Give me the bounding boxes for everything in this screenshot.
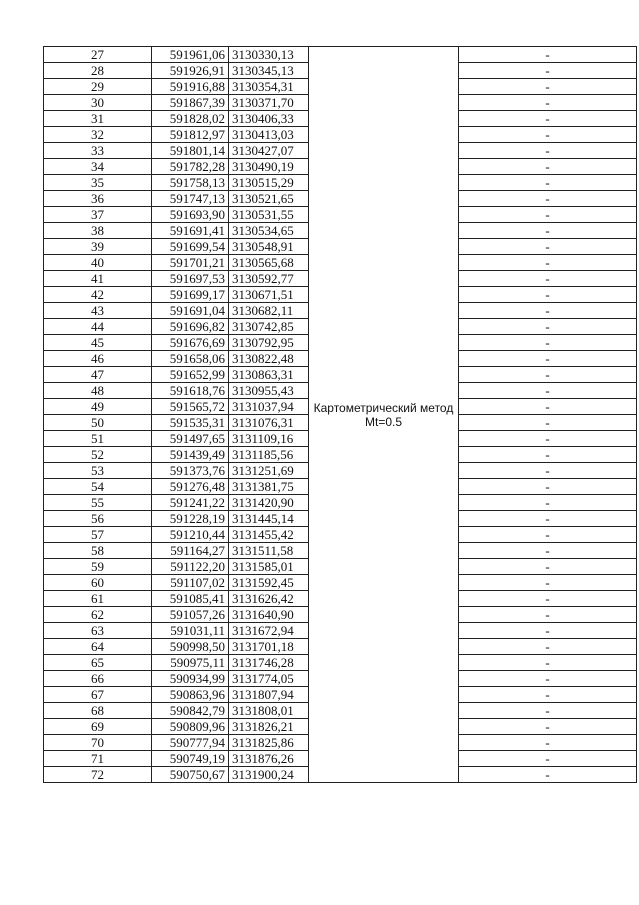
value-cell: - (459, 255, 637, 271)
point-number-cell: 52 (44, 447, 152, 463)
y-coordinate-cell: 3131701,18 (229, 639, 309, 655)
value-cell: - (459, 143, 637, 159)
point-number-cell: 33 (44, 143, 152, 159)
point-number-cell: 58 (44, 543, 152, 559)
x-coordinate-cell: 590934,99 (152, 671, 229, 687)
y-coordinate-cell: 3130534,65 (229, 223, 309, 239)
point-number-cell: 46 (44, 351, 152, 367)
point-number-cell: 41 (44, 271, 152, 287)
value-cell: - (459, 415, 637, 431)
y-coordinate-cell: 3130330,13 (229, 47, 309, 63)
point-number-cell: 38 (44, 223, 152, 239)
y-coordinate-cell: 3131807,94 (229, 687, 309, 703)
value-cell: - (459, 719, 637, 735)
x-coordinate-cell: 590998,50 (152, 639, 229, 655)
x-coordinate-cell: 591085,41 (152, 591, 229, 607)
y-coordinate-cell: 3130531,55 (229, 207, 309, 223)
x-coordinate-cell: 591535,31 (152, 415, 229, 431)
x-coordinate-cell: 591812,97 (152, 127, 229, 143)
value-cell: - (459, 319, 637, 335)
value-cell: - (459, 671, 637, 687)
x-coordinate-cell: 591916,88 (152, 79, 229, 95)
point-number-cell: 47 (44, 367, 152, 383)
x-coordinate-cell: 591961,06 (152, 47, 229, 63)
value-cell: - (459, 287, 637, 303)
point-number-cell: 60 (44, 575, 152, 591)
point-number-cell: 56 (44, 511, 152, 527)
point-number-cell: 55 (44, 495, 152, 511)
x-coordinate-cell: 591439,49 (152, 447, 229, 463)
x-coordinate-cell: 590842,79 (152, 703, 229, 719)
x-coordinate-cell: 591618,76 (152, 383, 229, 399)
value-cell: - (459, 191, 637, 207)
y-coordinate-cell: 3131626,42 (229, 591, 309, 607)
value-cell: - (459, 479, 637, 495)
y-coordinate-cell: 3131381,75 (229, 479, 309, 495)
value-cell: - (459, 655, 637, 671)
y-coordinate-cell: 3130413,03 (229, 127, 309, 143)
point-number-cell: 53 (44, 463, 152, 479)
y-coordinate-cell: 3131672,94 (229, 623, 309, 639)
point-number-cell: 68 (44, 703, 152, 719)
y-coordinate-cell: 3131585,01 (229, 559, 309, 575)
x-coordinate-cell: 591782,28 (152, 159, 229, 175)
value-cell: - (459, 639, 637, 655)
y-coordinate-cell: 3131826,21 (229, 719, 309, 735)
point-number-cell: 50 (44, 415, 152, 431)
value-cell: - (459, 303, 637, 319)
point-number-cell: 35 (44, 175, 152, 191)
point-number-cell: 44 (44, 319, 152, 335)
point-number-cell: 63 (44, 623, 152, 639)
y-coordinate-cell: 3130406,33 (229, 111, 309, 127)
y-coordinate-cell: 3131455,42 (229, 527, 309, 543)
point-number-cell: 27 (44, 47, 152, 63)
x-coordinate-cell: 591210,44 (152, 527, 229, 543)
value-cell: - (459, 175, 637, 191)
value-cell: - (459, 127, 637, 143)
value-cell: - (459, 367, 637, 383)
y-coordinate-cell: 3131511,58 (229, 543, 309, 559)
y-coordinate-cell: 3131825,86 (229, 735, 309, 751)
y-coordinate-cell: 3130682,11 (229, 303, 309, 319)
point-number-cell: 31 (44, 111, 152, 127)
y-coordinate-cell: 3130565,68 (229, 255, 309, 271)
x-coordinate-cell: 591699,54 (152, 239, 229, 255)
x-coordinate-cell: 591057,26 (152, 607, 229, 623)
x-coordinate-cell: 591693,90 (152, 207, 229, 223)
x-coordinate-cell: 591373,76 (152, 463, 229, 479)
y-coordinate-cell: 3131774,05 (229, 671, 309, 687)
x-coordinate-cell: 591691,41 (152, 223, 229, 239)
value-cell: - (459, 495, 637, 511)
point-number-cell: 48 (44, 383, 152, 399)
value-cell: - (459, 607, 637, 623)
point-number-cell: 37 (44, 207, 152, 223)
x-coordinate-cell: 591228,19 (152, 511, 229, 527)
x-coordinate-cell: 591565,72 (152, 399, 229, 415)
x-coordinate-cell: 591758,13 (152, 175, 229, 191)
y-coordinate-cell: 3130955,43 (229, 383, 309, 399)
point-number-cell: 32 (44, 127, 152, 143)
y-coordinate-cell: 3131592,45 (229, 575, 309, 591)
value-cell: - (459, 207, 637, 223)
y-coordinate-cell: 3130345,13 (229, 63, 309, 79)
x-coordinate-cell: 591107,02 (152, 575, 229, 591)
point-number-cell: 51 (44, 431, 152, 447)
table-body (44, 47, 637, 783)
value-cell: - (459, 527, 637, 543)
point-number-cell: 64 (44, 639, 152, 655)
y-coordinate-cell: 3130671,51 (229, 287, 309, 303)
y-coordinate-cell: 3131076,31 (229, 415, 309, 431)
point-number-cell: 54 (44, 479, 152, 495)
value-cell: - (459, 543, 637, 559)
value-cell: - (459, 111, 637, 127)
x-coordinate-cell: 591697,53 (152, 271, 229, 287)
x-coordinate-cell: 591696,82 (152, 319, 229, 335)
value-cell: - (459, 575, 637, 591)
point-number-cell: 36 (44, 191, 152, 207)
y-coordinate-cell: 3130792,95 (229, 335, 309, 351)
y-coordinate-cell: 3130427,07 (229, 143, 309, 159)
y-coordinate-cell: 3130863,31 (229, 367, 309, 383)
y-coordinate-cell: 3131808,01 (229, 703, 309, 719)
x-coordinate-cell: 590749,19 (152, 751, 229, 767)
y-coordinate-cell: 3131420,90 (229, 495, 309, 511)
x-coordinate-cell: 591031,11 (152, 623, 229, 639)
point-number-cell: 66 (44, 671, 152, 687)
y-coordinate-cell: 3130521,65 (229, 191, 309, 207)
point-number-cell: 40 (44, 255, 152, 271)
y-coordinate-cell: 3131900,24 (229, 767, 309, 783)
value-cell: - (459, 159, 637, 175)
table-row (44, 47, 637, 63)
x-coordinate-cell: 591926,91 (152, 63, 229, 79)
y-coordinate-cell: 3130371,70 (229, 95, 309, 111)
y-coordinate-cell: 3130548,91 (229, 239, 309, 255)
point-number-cell: 42 (44, 287, 152, 303)
y-coordinate-cell: 3131109,16 (229, 431, 309, 447)
x-coordinate-cell: 591828,02 (152, 111, 229, 127)
x-coordinate-cell: 591691,04 (152, 303, 229, 319)
point-number-cell: 67 (44, 687, 152, 703)
point-number-cell: 43 (44, 303, 152, 319)
coordinates-table (43, 46, 637, 783)
point-number-cell: 70 (44, 735, 152, 751)
value-cell: - (459, 335, 637, 351)
y-coordinate-cell: 3131640,90 (229, 607, 309, 623)
x-coordinate-cell: 590750,67 (152, 767, 229, 783)
value-cell: - (459, 239, 637, 255)
point-number-cell: 29 (44, 79, 152, 95)
value-cell: - (459, 623, 637, 639)
value-cell: - (459, 271, 637, 287)
value-cell: - (459, 447, 637, 463)
point-number-cell: 39 (44, 239, 152, 255)
y-coordinate-cell: 3131445,14 (229, 511, 309, 527)
x-coordinate-cell: 591747,13 (152, 191, 229, 207)
point-number-cell: 28 (44, 63, 152, 79)
value-cell: - (459, 511, 637, 527)
x-coordinate-cell: 591164,27 (152, 543, 229, 559)
value-cell: - (459, 399, 637, 415)
method-cell: Картометрический метод Mt=0.5 (309, 47, 459, 783)
x-coordinate-cell: 591122,20 (152, 559, 229, 575)
y-coordinate-cell: 3130515,29 (229, 175, 309, 191)
value-cell: - (459, 751, 637, 767)
point-number-cell: 34 (44, 159, 152, 175)
x-coordinate-cell: 591699,17 (152, 287, 229, 303)
point-number-cell: 71 (44, 751, 152, 767)
x-coordinate-cell: 591676,69 (152, 335, 229, 351)
value-cell: - (459, 95, 637, 111)
point-number-cell: 65 (44, 655, 152, 671)
x-coordinate-cell: 591241,22 (152, 495, 229, 511)
x-coordinate-cell: 590777,94 (152, 735, 229, 751)
value-cell: - (459, 735, 637, 751)
value-cell: - (459, 47, 637, 63)
value-cell: - (459, 351, 637, 367)
y-coordinate-cell: 3131876,26 (229, 751, 309, 767)
value-cell: - (459, 767, 637, 783)
x-coordinate-cell: 590975,11 (152, 655, 229, 671)
y-coordinate-cell: 3131251,69 (229, 463, 309, 479)
x-coordinate-cell: 591497,65 (152, 431, 229, 447)
value-cell: - (459, 559, 637, 575)
x-coordinate-cell: 591867,39 (152, 95, 229, 111)
x-coordinate-cell: 591276,48 (152, 479, 229, 495)
y-coordinate-cell: 3131746,28 (229, 655, 309, 671)
y-coordinate-cell: 3130822,48 (229, 351, 309, 367)
point-number-cell: 45 (44, 335, 152, 351)
value-cell: - (459, 223, 637, 239)
y-coordinate-cell: 3130490,19 (229, 159, 309, 175)
point-number-cell: 30 (44, 95, 152, 111)
value-cell: - (459, 79, 637, 95)
x-coordinate-cell: 591701,21 (152, 255, 229, 271)
point-number-cell: 49 (44, 399, 152, 415)
value-cell: - (459, 431, 637, 447)
value-cell: - (459, 687, 637, 703)
x-coordinate-cell: 591801,14 (152, 143, 229, 159)
y-coordinate-cell: 3130592,77 (229, 271, 309, 287)
x-coordinate-cell: 590863,96 (152, 687, 229, 703)
y-coordinate-cell: 3130742,85 (229, 319, 309, 335)
point-number-cell: 59 (44, 559, 152, 575)
x-coordinate-cell: 590809,96 (152, 719, 229, 735)
point-number-cell: 61 (44, 591, 152, 607)
y-coordinate-cell: 3131037,94 (229, 399, 309, 415)
value-cell: - (459, 591, 637, 607)
point-number-cell: 69 (44, 719, 152, 735)
value-cell: - (459, 63, 637, 79)
x-coordinate-cell: 591652,99 (152, 367, 229, 383)
value-cell: - (459, 703, 637, 719)
point-number-cell: 62 (44, 607, 152, 623)
value-cell: - (459, 383, 637, 399)
x-coordinate-cell: 591658,06 (152, 351, 229, 367)
y-coordinate-cell: 3130354,31 (229, 79, 309, 95)
point-number-cell: 57 (44, 527, 152, 543)
value-cell: - (459, 463, 637, 479)
y-coordinate-cell: 3131185,56 (229, 447, 309, 463)
point-number-cell: 72 (44, 767, 152, 783)
